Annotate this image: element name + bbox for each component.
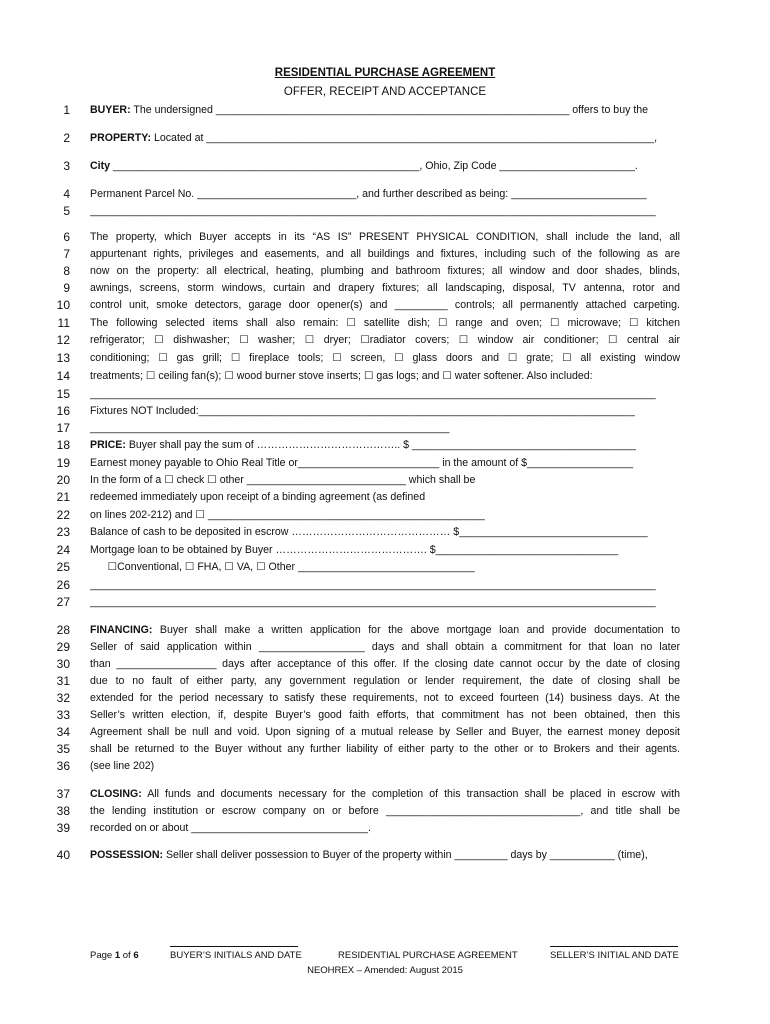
line-number: 15 [56, 387, 70, 401]
line-number: 35 [56, 742, 70, 756]
line-text: Seller’s written election, if, despite Buyer’s good faith efforts, that commitment has not been obtained, then this [90, 709, 680, 721]
line-number: 24 [56, 543, 70, 557]
line-text: The following selected items shall also remain: ☐ satellite dish; ☐ range and oven; ☐ microwave; ☐ kitchen [90, 317, 680, 329]
line-text: due to no fault of either party, any government regulation or lender requirement, the date of closing shall be [90, 675, 680, 687]
page-prefix: Page [90, 950, 115, 961]
section-heading: CLOSING: [90, 788, 142, 800]
document-subtitle: OFFER, RECEIPT AND ACCEPTANCE [283, 86, 487, 98]
line-text: control unit, smoke detectors, garage door opener(s) and _________ controls; all permanently attached carpeting. [90, 299, 680, 311]
agreement-line [90, 803, 680, 820]
section-heading: PRICE: [90, 439, 126, 451]
amended-note: NEOHREX – Amended: August 2015 [307, 965, 463, 976]
section-heading: PROPERTY: [90, 132, 152, 144]
line-number: 4 [63, 187, 70, 201]
agreement-line [90, 102, 680, 119]
agreement-line [90, 455, 680, 472]
agreement-line [90, 724, 680, 741]
line-number: 8 [63, 264, 70, 278]
agreement-line [90, 368, 680, 385]
line-number: 33 [56, 708, 70, 722]
agreement-line [90, 297, 680, 314]
line-number: 27 [56, 595, 70, 609]
agreement-line [90, 246, 680, 263]
agreement-line [90, 489, 680, 506]
line-number: 9 [63, 281, 70, 295]
agreement-line [90, 229, 680, 246]
agreement-line [90, 786, 680, 803]
agreement-line [90, 186, 680, 203]
agreement-line [90, 622, 680, 639]
agreement-line [90, 280, 680, 297]
line-text: ________________________________________________________________________________________________ [90, 388, 656, 400]
agreement-line [90, 542, 680, 559]
line-number: 1 [63, 103, 70, 117]
section-heading: City [90, 160, 111, 172]
line-number: 38 [56, 804, 70, 818]
agreement-line [90, 315, 680, 332]
line-number: 26 [56, 578, 70, 592]
line-text: ____________________________________________________, Ohio, Zip Code _______________________. [110, 160, 638, 172]
line-text: refrigerator; ☐ dishwasher; ☐ washer; ☐ dryer; ☐radiator covers; ☐ window air conditioner; ☐ central air [90, 334, 680, 346]
line-number: 37 [56, 787, 70, 801]
line-number: 25 [56, 560, 70, 574]
line-text: Seller of said application within __________________ days and shall obtain a commitment for that loan no later [90, 641, 680, 653]
agreement-line [90, 350, 680, 367]
agreement-line [90, 263, 680, 280]
agreement-line [90, 656, 680, 673]
line-text: recorded on or about ______________________________. [90, 822, 371, 834]
line-number: 40 [56, 848, 70, 862]
line-text: All funds and documents necessary for the completion of this transaction shall be placed in escrow with [141, 788, 680, 800]
line-number: 20 [56, 473, 70, 487]
line-text: Fixtures NOT Included:__________________________________________________________________________ [90, 405, 635, 417]
section-heading: BUYER: [90, 104, 131, 116]
line-number: 7 [63, 247, 70, 261]
agreement-line [90, 847, 680, 864]
line-text: Located at ____________________________________________________________________________, [151, 132, 658, 144]
buyer-initials-label: BUYER’S INITIALS AND DATE [170, 950, 302, 961]
line-number: 17 [56, 421, 70, 435]
line-text: Mortgage loan to be obtained by Buyer ……………………………………. $_______________________________ [90, 544, 619, 556]
line-text: shall be returned to the Buyer without any further liability of either party to the other or to Brokers and their agents. [90, 743, 680, 755]
line-text: conditioning; ☐ gas grill; ☐ fireplace tools; ☐ screen, ☐ glass doors and ☐ grate; ☐ all existing window [90, 352, 680, 364]
agreement-line [90, 130, 680, 147]
line-text: now on the property: all electrical, heating, plumbing and bathroom fixtures; all window and door shades, blinds, [90, 265, 680, 277]
line-text: The undersigned ____________________________________________________________ offers to buy the [130, 104, 649, 116]
line-text: appurtenant rights, privileges and easements, and all buildings and fixtures, including such of the following as are [90, 248, 680, 260]
line-number: 5 [63, 204, 70, 218]
line-number: 13 [56, 351, 70, 365]
agreement-line [90, 524, 680, 541]
section-heading: POSSESSION: [90, 849, 163, 861]
line-number: 6 [63, 230, 70, 244]
line-text: ________________________________________________________________________________________________ [90, 205, 656, 217]
line-text: awnings, screens, storm windows, curtain and drapery fixtures; all landscaping, disposal, TV antenna, rotor and [90, 282, 680, 294]
document-title: RESIDENTIAL PURCHASE AGREEMENT [274, 67, 496, 79]
line-number: 21 [56, 490, 70, 504]
line-number: 36 [56, 759, 70, 773]
agreement-line [90, 577, 680, 594]
line-number: 23 [56, 525, 70, 539]
line-text: than _________________ days after acceptance of this offer. If the closing date cannot occur by the date of closing [90, 658, 680, 670]
line-number: 39 [56, 821, 70, 835]
agreement-line [90, 403, 680, 420]
line-text: _____________________________________________________________ [90, 422, 450, 434]
line-text: ________________________________________________________________________________________________ [90, 579, 656, 591]
line-text: Buyer shall make a written application for the above mortgage loan and provide documentation to [152, 624, 680, 636]
agreement-line [90, 690, 680, 707]
line-text: treatments; ☐ ceiling fan(s); ☐ wood burner stove inserts; ☐ gas logs; and ☐ water softener. Also included: [90, 370, 593, 382]
line-text: Earnest money payable to Ohio Real Title or________________________ in the amount of $__________________ [90, 457, 634, 469]
agreement-line [90, 758, 680, 775]
agreement-line [90, 437, 680, 454]
agreement-line [90, 507, 680, 524]
seller-initials-line[interactable] [550, 946, 678, 947]
line-text: Permanent Parcel No. ___________________________, and further described as being: _______________________ [90, 188, 647, 200]
agreement-line [90, 332, 680, 349]
line-text: on lines 202-212) and ☐ _______________________________________________ [90, 509, 485, 521]
agreement-line [90, 741, 680, 758]
line-number: 3 [63, 159, 70, 173]
agreement-line [90, 639, 680, 656]
page-indicator [90, 950, 139, 961]
line-number: 2 [63, 131, 70, 145]
line-text: ☐Conventional, ☐ FHA, ☐ VA, ☐ Other ______________________________ [90, 561, 475, 573]
page-of: of [120, 950, 134, 961]
line-text: Buyer shall pay the sum of ………………………………….. $ ______________________________________ [125, 439, 636, 451]
line-number: 29 [56, 640, 70, 654]
line-text: redeemed immediately upon receipt of a binding agreement (as defined [90, 491, 426, 503]
agreement-line [90, 386, 680, 403]
page-number: 1 [114, 950, 121, 961]
agreement-line [90, 673, 680, 690]
line-number: 34 [56, 725, 70, 739]
line-text: Seller shall deliver possession to Buyer of the property within _________ days by ___________ (time), [163, 849, 648, 861]
agreement-line [90, 472, 680, 489]
line-text: In the form of a ☐ check ☐ other ___________________________ which shall be [90, 474, 476, 486]
section-heading: FINANCING: [90, 624, 153, 636]
line-number: 32 [56, 691, 70, 705]
agreement-line [90, 559, 680, 576]
line-number: 14 [56, 369, 70, 383]
line-text: ________________________________________________________________________________________________ [90, 596, 656, 608]
seller-initials-label: SELLER’S INITIAL AND DATE [550, 950, 679, 961]
agreement-line [90, 158, 680, 175]
line-text: Agreement shall be null and void. Upon signing of a mutual release by Seller and Buyer, the earnest money deposit [90, 726, 680, 738]
line-text: The property, which Buyer accepts in its “AS IS” PRESENT PHYSICAL CONDITION, shall include the land, all [90, 231, 680, 243]
agreement-line [90, 707, 680, 724]
line-number: 11 [57, 316, 70, 330]
line-number: 10 [56, 298, 70, 312]
line-text: the lending institution or escrow company on or before _________________________________, and title shall be [90, 805, 680, 817]
footer-doc-title: RESIDENTIAL PURCHASE AGREEMENT [338, 950, 518, 961]
line-number: 16 [56, 404, 70, 418]
agreement-line [90, 420, 680, 437]
line-number: 19 [56, 456, 70, 470]
line-number: 22 [56, 508, 70, 522]
buyer-initials-line[interactable] [170, 946, 298, 947]
line-text: extended for the period necessary to satisfy these requirements, not to exceed fourteen (14) business days. At the [90, 692, 680, 704]
agreement-line [90, 594, 680, 611]
line-number: 31 [56, 674, 70, 688]
agreement-line [90, 820, 680, 837]
line-text: (see line 202) [90, 760, 155, 772]
agreement-line [90, 203, 680, 220]
line-number: 28 [56, 623, 70, 637]
page-total: 6 [133, 950, 139, 961]
line-text: Balance of cash to be deposited in escrow ……………………………………… $________________________________ [90, 526, 648, 538]
line-number: 18 [56, 438, 70, 452]
line-number: 30 [56, 657, 70, 671]
line-number: 12 [56, 333, 70, 347]
